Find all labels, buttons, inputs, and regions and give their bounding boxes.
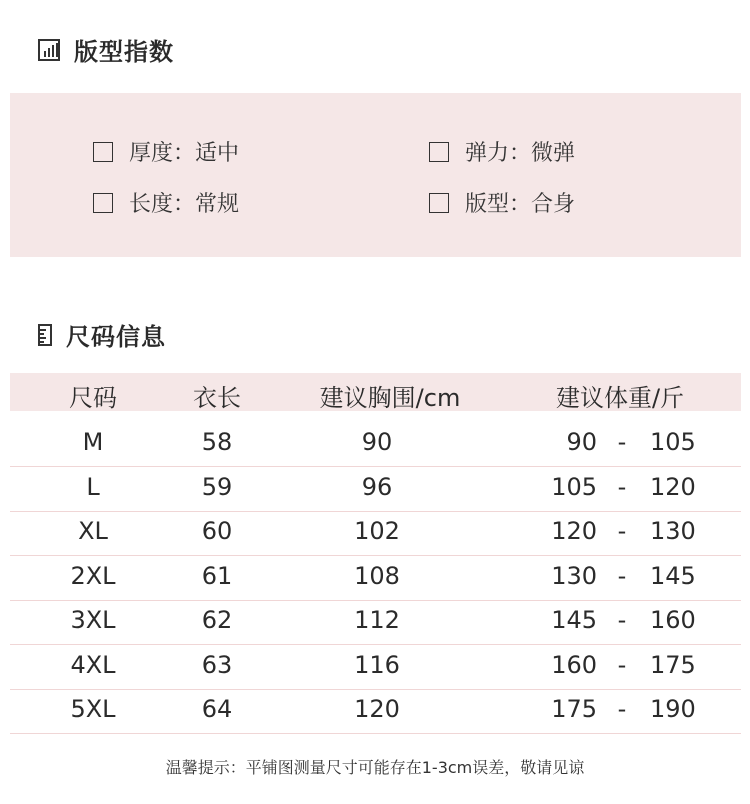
cell-weight-separator: - — [617, 606, 627, 634]
cell-weight-separator: - — [617, 561, 627, 590]
cell-size: XL — [78, 517, 108, 545]
header-chest: 建议胸围/cm — [319, 384, 461, 412]
cell-weight-max: 130 — [650, 517, 696, 545]
row-divider — [10, 689, 741, 690]
cell-weight-min: 130 — [551, 561, 597, 590]
fit-item-length — [93, 187, 239, 218]
header-length: 衣长 — [193, 384, 241, 412]
cell-size: 5XL — [70, 695, 116, 723]
fit-item-cut — [429, 187, 575, 218]
fit-item-label: 版型：合身 — [465, 192, 576, 217]
cell-size: 2XL — [70, 561, 116, 590]
fit-item-label: 厚度：适中 — [129, 141, 240, 166]
cell-weight-min: 105 — [551, 472, 597, 501]
cell-size: M — [82, 428, 104, 456]
cell-size: 4XL — [70, 650, 116, 679]
ruler-icon — [38, 324, 52, 346]
fit-item-elasticity — [429, 136, 575, 167]
cell-weight-max: 120 — [650, 472, 696, 501]
cell-weight-max: 160 — [650, 606, 696, 634]
cell-chest: 108 — [354, 561, 400, 590]
fit-panel — [10, 93, 741, 257]
cell-weight-separator: - — [617, 695, 627, 723]
cell-weight-separator: - — [617, 517, 627, 545]
checkbox-icon — [429, 193, 449, 213]
cell-weight-separator: - — [617, 650, 627, 679]
cell-length: 61 — [201, 561, 233, 590]
cell-chest: 96 — [361, 472, 393, 501]
size-section-header — [38, 317, 166, 352]
row-divider — [10, 555, 741, 556]
row-divider — [10, 511, 741, 512]
measurement-note: 温馨提示：平铺图测量尺寸可能存在1-3cm误差，敬请见谅 — [165, 758, 585, 777]
row-divider — [10, 733, 741, 734]
cell-weight-min: 160 — [551, 650, 597, 679]
cell-chest: 112 — [354, 606, 400, 634]
cell-chest: 102 — [354, 517, 400, 545]
cell-weight-separator: - — [617, 428, 627, 456]
cell-weight-max: 145 — [650, 561, 696, 590]
fit-section-header — [38, 32, 174, 67]
cell-length: 58 — [201, 428, 233, 456]
checkbox-icon — [93, 142, 113, 162]
row-divider — [10, 600, 741, 601]
cell-weight-max: 175 — [650, 650, 696, 679]
cell-weight-min: 175 — [551, 695, 597, 723]
cell-chest: 116 — [354, 650, 400, 679]
fit-item-label: 长度：常规 — [129, 192, 240, 217]
header-size: 尺码 — [69, 384, 117, 412]
fit-item-label: 弹力：微弹 — [465, 141, 576, 166]
cell-size: L — [86, 472, 100, 501]
row-divider — [10, 644, 741, 645]
cell-weight-min: 90 — [566, 428, 597, 456]
size-section-title: 尺码信息 — [66, 323, 166, 351]
cell-length: 63 — [201, 650, 233, 679]
cell-weight-separator: - — [617, 472, 627, 501]
cell-weight-min: 145 — [551, 606, 597, 634]
fit-section-title: 版型指数 — [74, 38, 174, 66]
fit-item-thickness — [93, 136, 239, 167]
cell-length: 60 — [201, 517, 233, 545]
cell-weight-min: 120 — [551, 517, 597, 545]
checkbox-icon — [93, 193, 113, 213]
cell-size: 3XL — [70, 606, 116, 634]
cell-length: 62 — [201, 606, 233, 634]
row-divider — [10, 466, 741, 467]
header-weight: 建议体重/斤 — [555, 384, 685, 412]
cell-chest: 90 — [361, 428, 393, 456]
cell-length: 59 — [201, 472, 233, 501]
cell-length: 64 — [201, 695, 233, 723]
cell-weight-max: 105 — [650, 428, 696, 456]
cell-weight-max: 190 — [650, 695, 696, 723]
cell-chest: 120 — [354, 695, 400, 723]
bar-chart-icon — [38, 39, 60, 61]
checkbox-icon — [429, 142, 449, 162]
